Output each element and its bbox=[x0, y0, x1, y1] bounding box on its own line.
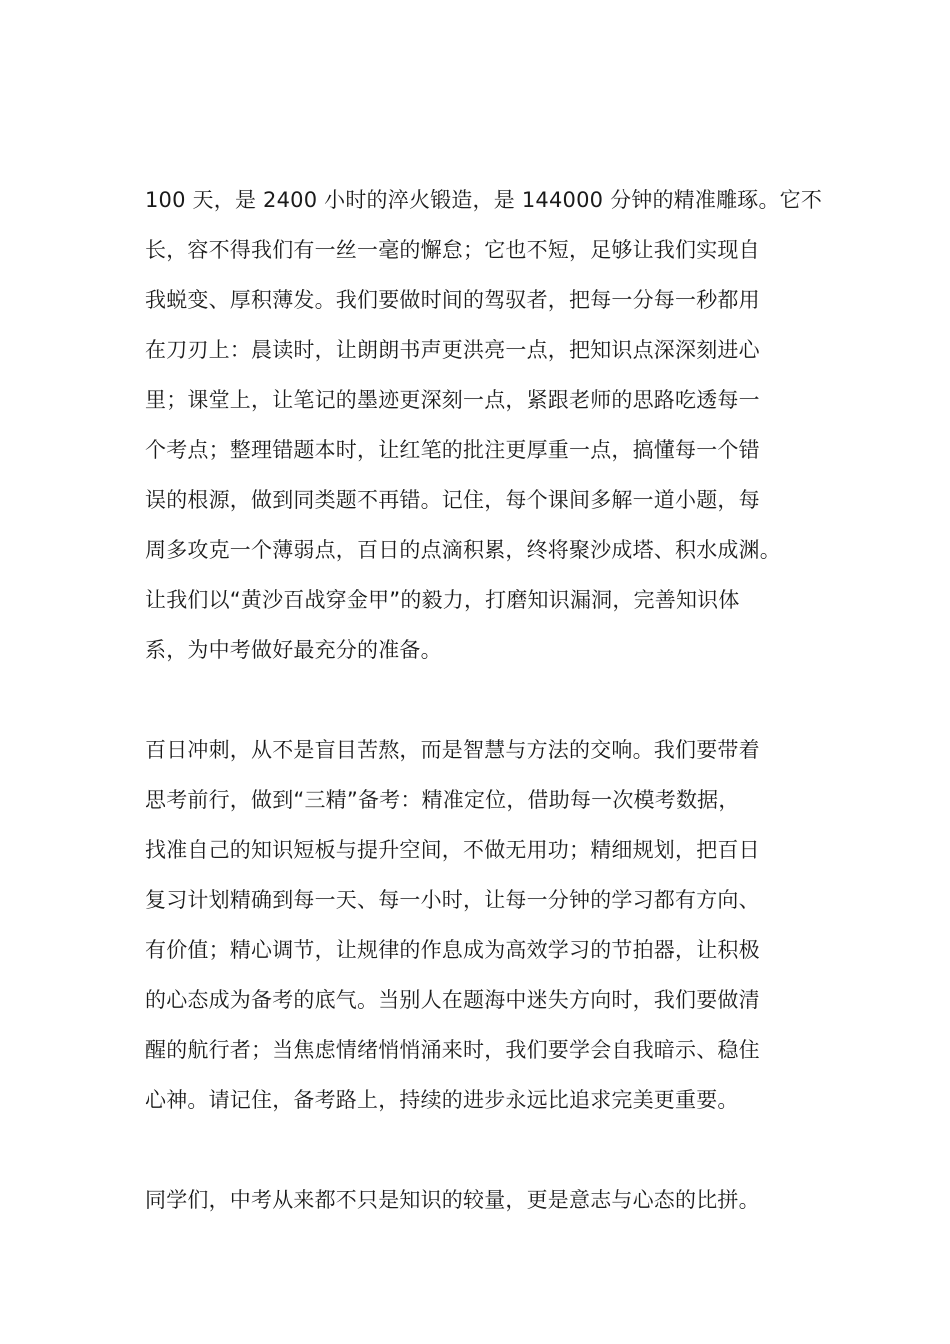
text-line: 我蜕变、厚积薄发。我们要做时间的驾驭者，把每一分每一秒都用 bbox=[145, 288, 760, 312]
text-line: 在刀刃上：晨读时，让朗朗书声更洪亮一点，把知识点深深刻进心 bbox=[145, 338, 760, 362]
text-line: 100 天，是 2400 小时的淬火锻造，是 144000 分钟的精准雕琢。它不 bbox=[145, 188, 823, 212]
text-line: 找准自己的知识短板与提升空间，不做无用功；精细规划，把百日 bbox=[145, 838, 760, 862]
text-line: 思考前行，做到“三精”备考：精准定位，借助每一次模考数据， bbox=[145, 788, 740, 812]
text-line: 误的根源，做到同类题不再错。记住，每个课间多解一道小题，每 bbox=[145, 488, 760, 512]
text-line: 心神。请记住，备考路上，持续的进步永远比追求完美更重要。 bbox=[145, 1088, 739, 1112]
text-line: 周多攻克一个薄弱点，百日的点滴积累，终将聚沙成塔、积水成渊。 bbox=[145, 538, 781, 562]
text-line: 个考点；整理错题本时，让红笔的批注更厚重一点，搞懂每一个错 bbox=[145, 438, 760, 462]
text-line: 长，容不得我们有一丝一毫的懈怠；它也不短，足够让我们实现自 bbox=[145, 238, 760, 262]
text-line: 的心态成为备考的底气。当别人在题海中迷失方向时，我们要做清 bbox=[145, 988, 760, 1012]
text-line: 让我们以“黄沙百战穿金甲”的毅力，打磨知识漏洞，完善知识体 bbox=[145, 588, 740, 612]
text-line: 百日冲刺，从不是盲目苦熬，而是智慧与方法的交响。我们要带着 bbox=[145, 738, 760, 762]
document-body bbox=[145, 175, 823, 1225]
text-line: 有价值；精心调节，让规律的作息成为高效学习的节拍器，让积极 bbox=[145, 938, 760, 962]
text-line: 同学们，中考从来都不只是知识的较量，更是意志与心态的比拼。 bbox=[145, 1188, 760, 1212]
text-line: 里；课堂上，让笔记的墨迹更深刻一点，紧跟老师的思路吃透每一 bbox=[145, 388, 760, 412]
paragraph-3 bbox=[145, 1175, 817, 1225]
text-line: 系，为中考做好最充分的准备。 bbox=[145, 638, 442, 662]
text-line: 醒的航行者；当焦虑情绪悄悄涌来时，我们要学会自我暗示、稳住 bbox=[145, 1038, 760, 1062]
text-line: 复习计划精确到每一天、每一小时，让每一分钟的学习都有方向、 bbox=[145, 888, 760, 912]
paragraph-2 bbox=[145, 725, 817, 1125]
paragraph-1 bbox=[145, 175, 823, 675]
